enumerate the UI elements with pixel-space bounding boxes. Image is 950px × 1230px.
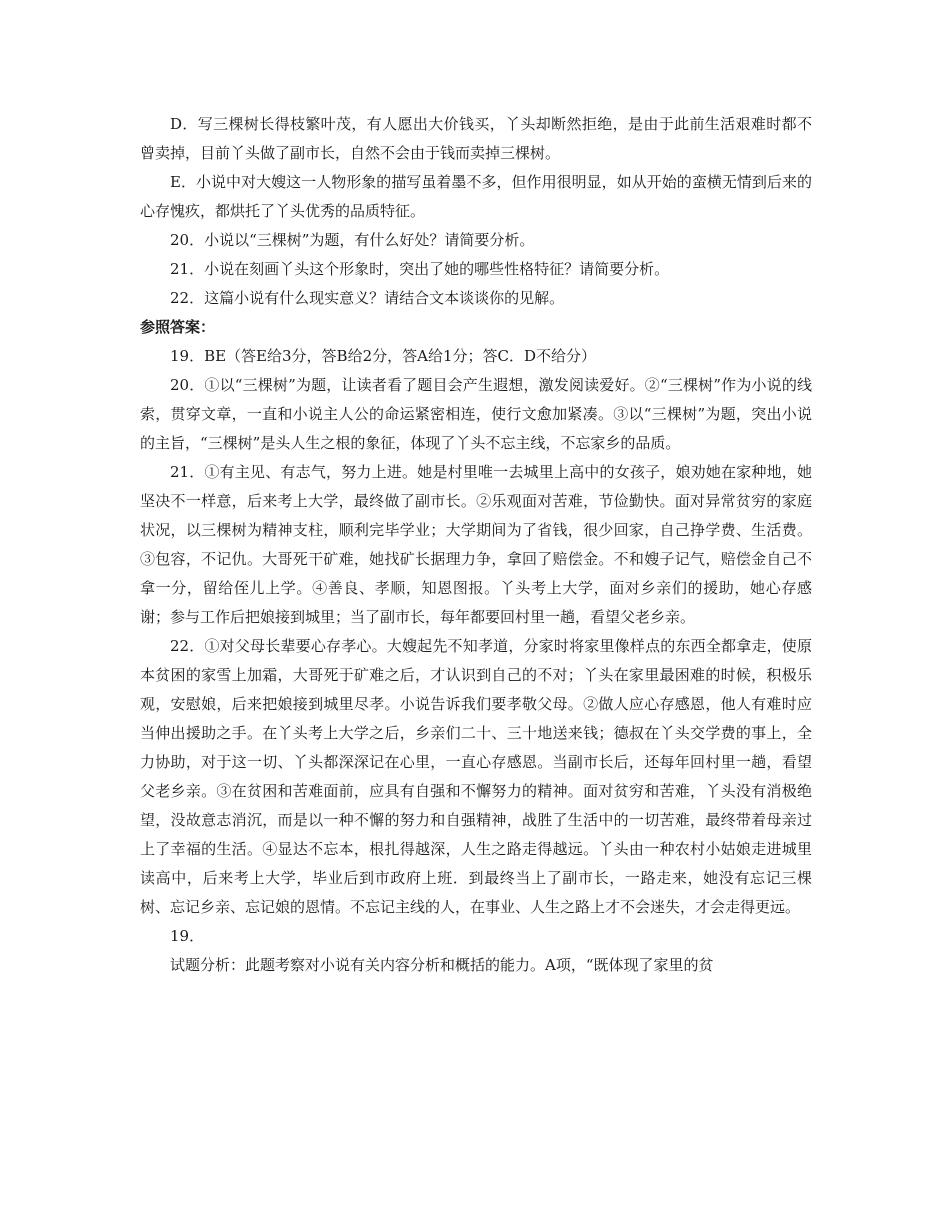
analysis-text: 试题分析：此题考察对小说有关内容分析和概括的能力。A项，“既体现了家里的贫 [170, 956, 714, 974]
document-page [140, 110, 812, 980]
analysis-number: 19． [170, 927, 205, 945]
question-22: 22．这篇小说有什么现实意义？请结合文本谈谈你的见解。 [170, 289, 565, 307]
answer-20: 20．①以“三棵树”为题，让读者看了题目会产生遐想，激发阅读爱好。②“三棵树”作为小说的线索，贯穿文章，一直和小说主人公的命运紧密相连，使行文愈加紧凑。③以“三棵树”为题，突出小说的主旨，“三棵树”是头人生之根的象征，体现了丫头不忘主线，不忘家乡的品质。 [140, 376, 812, 452]
option-e-text: E．小说中对大嫂这一人物形象的描写虽着墨不多，但作用很明显，如从开始的蛮横无情到后来的心存愧疚，都烘托了丫头优秀的品质特征。 [140, 173, 812, 220]
answer-21: 21．①有主见、有志气，努力上进。她是村里唯一去城里上高中的女孩子，娘劝她在家种地，她坚决不一样意，后来考上大学，最终做了副市长。②乐观面对苦难，节俭勤快。面对异常贫穷的家庭状况，以三棵树为精神支柱，顺利完毕学业；大学期间为了省钱，很少回家，自己挣学费、生活费。③包容，不记仇。大哥死干矿难，她找矿长据理力争，拿回了赔偿金。不和嫂子记气，赔偿金自己不拿一分，留给侄儿上学。④善良、孝顺，知恩图报。丫头考上大学，面对乡亲们的援助，她心存感谢；参与工作后把娘接到城里；当了副市长，每年都要回村里一趟，看望父老乡亲。 [140, 463, 812, 626]
answer-19: 19．BE（答E给3分，答B给2分，答A给1分；答C．D不给分） [170, 347, 597, 365]
question-20: 20．小说以“三棵树”为题，有什么好处？请简要分析。 [170, 231, 535, 249]
answer-22: 22．①对父母长辈要心存孝心。大嫂起先不知孝道，分家时将家里像样点的东西全都拿走，使原本贫困的家雪上加霜，大哥死于矿难之后，才认识到自己的不对；丫头在家里最困难的时候，积极乐观，安慰娘，后来把娘接到城里尽孝。小说告诉我们要孝敬父母。②做人应心存感恩，他人有难时应当伸出援助之手。在丫头考上大学之后，乡亲们二十、三十地送来钱；德叔在丫头交学费的事上，全力协助，对于这一切、丫头都深深记在心里，一直心存感恩。当副市长后，还每年回村里一趟，看望父老乡亲。③在贫困和苦难面前，应具有自强和不懈努力的精神。面对贫穷和苦难，丫头没有消极绝望，没故意志消沉，而是以一种不懈的努力和自强精神，战胜了生活中的一切苦难，最终带着母亲过上了幸福的生活。④显达不忘本，根扎得越深，人生之路走得越远。丫头由一种农村小姑娘走进城里读高中，后来考上大学，毕业后到市政府上班．到最终当上了副市长，一路走来，她没有忘记三棵树、忘记乡亲、忘记娘的恩情。不忘记主线的人，在事业、人生之路上才不会迷失，才会走得更远。 [140, 637, 812, 916]
question-21: 21．小说在刻画丫头这个形象时，突出了她的哪些性格特征？请简要分析。 [170, 260, 670, 278]
option-d-text: D．写三棵树长得枝繁叶茂，有人愿出大价钱买，丫头却断然拒绝，是由于此前生活艰难时都不曾卖掉，目前丫头做了副市长，自然不会由于钱而卖掉三棵树。 [140, 115, 812, 162]
answers-heading: 参照答案： [140, 318, 216, 336]
